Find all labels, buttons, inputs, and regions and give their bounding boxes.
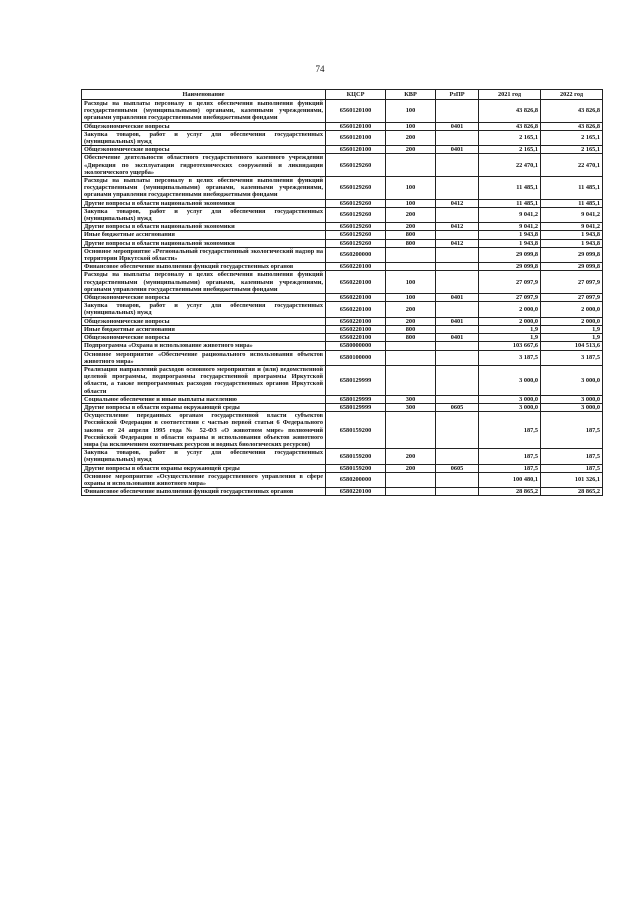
row-kcsr: 6560220100 — [326, 334, 386, 342]
table-row — [82, 130, 603, 145]
row-name: Финансовое обеспечение выполнения функций государственных органов — [82, 488, 326, 496]
row-amount-2021: 27 097,9 — [479, 271, 541, 294]
row-rzpr — [436, 263, 479, 271]
column-header-2022: 2022 год — [541, 90, 603, 100]
row-rzpr — [436, 325, 479, 333]
row-amount-2022: 187,5 — [541, 464, 603, 472]
row-amount-2022: 1 943,8 — [541, 239, 603, 247]
row-name: Общеэкономические вопросы — [82, 317, 326, 325]
row-kvr: 100 — [386, 177, 436, 200]
table-row — [82, 263, 603, 271]
table-row — [82, 412, 603, 449]
row-amount-2022: 104 513,6 — [541, 342, 603, 350]
row-rzpr: 0401 — [436, 317, 479, 325]
row-rzpr — [436, 302, 479, 317]
column-header-name: Наименование — [82, 90, 326, 100]
row-kcsr: 6580129999 — [326, 395, 386, 403]
row-kcsr: 6560220100 — [326, 271, 386, 294]
row-amount-2021: 187,5 — [479, 412, 541, 449]
row-amount-2021: 29 099,8 — [479, 247, 541, 262]
row-kvr: 100 — [386, 294, 436, 302]
table-row — [82, 231, 603, 239]
row-kvr: 200 — [386, 146, 436, 154]
table-row — [82, 247, 603, 262]
row-kvr: 200 — [386, 223, 436, 231]
row-name: Финансовое обеспечение выполнения функций государственных органов — [82, 263, 326, 271]
row-rzpr — [436, 207, 479, 222]
row-amount-2022: 3 000,0 — [541, 395, 603, 403]
row-kvr: 300 — [386, 403, 436, 411]
row-amount-2022: 29 099,8 — [541, 263, 603, 271]
row-amount-2021: 11 485,1 — [479, 177, 541, 200]
table-row — [82, 100, 603, 123]
table-row — [82, 395, 603, 403]
row-kcsr: 6580000000 — [326, 342, 386, 350]
table-row — [82, 325, 603, 333]
row-rzpr: 0605 — [436, 403, 479, 411]
row-amount-2021: 22 470,1 — [479, 154, 541, 177]
row-amount-2021: 2 000,0 — [479, 317, 541, 325]
row-name: Основное мероприятие «Осуществление государственного управления в сфере охраны и использования животного мира» — [82, 472, 326, 487]
row-rzpr: 0401 — [436, 294, 479, 302]
row-kcsr: 6560120100 — [326, 130, 386, 145]
row-kcsr: 6560129260 — [326, 223, 386, 231]
row-kcsr: 6560129260 — [326, 207, 386, 222]
table-row — [82, 271, 603, 294]
row-rzpr: 0401 — [436, 334, 479, 342]
row-name: Закупка товаров, работ и услуг для обеспечения государственных (муниципальных) нужд — [82, 449, 326, 464]
row-name: Основное мероприятие «Региональный государственный экологический надзор на территории Иркутской области» — [82, 247, 326, 262]
row-rzpr — [436, 100, 479, 123]
column-header-kcsr: КЦСР — [326, 90, 386, 100]
row-kcsr: 6560129260 — [326, 231, 386, 239]
row-kvr — [386, 154, 436, 177]
row-kcsr: 6580100000 — [326, 350, 386, 365]
row-kvr: 100 — [386, 199, 436, 207]
row-kvr: 800 — [386, 334, 436, 342]
row-name: Социальное обеспечение и иные выплаты населению — [82, 395, 326, 403]
row-rzpr — [436, 395, 479, 403]
table-row — [82, 317, 603, 325]
row-amount-2021: 1,9 — [479, 334, 541, 342]
row-kvr — [386, 472, 436, 487]
row-kvr: 200 — [386, 130, 436, 145]
row-kvr — [386, 488, 436, 496]
row-amount-2022: 27 097,9 — [541, 294, 603, 302]
row-kcsr: 6560220100 — [326, 317, 386, 325]
row-kvr — [386, 365, 436, 395]
header-row — [82, 90, 603, 100]
row-amount-2022: 3 187,5 — [541, 350, 603, 365]
row-kcsr: 6560120100 — [326, 146, 386, 154]
row-amount-2021: 3 000,0 — [479, 395, 541, 403]
row-amount-2021: 3 187,5 — [479, 350, 541, 365]
row-rzpr — [436, 177, 479, 200]
row-amount-2022: 101 326,1 — [541, 472, 603, 487]
row-kcsr: 6580129999 — [326, 403, 386, 411]
row-name: Расходы на выплаты персоналу в целях обеспечения выполнения функций государственными (муниципальными) органами, казенными учреждениями, органами управления государственными внебюджетными фондами — [82, 100, 326, 123]
table-header — [82, 90, 603, 100]
row-kcsr: 6560129260 — [326, 154, 386, 177]
row-amount-2022: 187,5 — [541, 412, 603, 449]
row-amount-2021: 11 485,1 — [479, 199, 541, 207]
row-amount-2022: 1 943,8 — [541, 231, 603, 239]
row-rzpr — [436, 247, 479, 262]
row-name: Другие вопросы в области национальной экономики — [82, 223, 326, 231]
row-kvr — [386, 342, 436, 350]
row-amount-2021: 28 865,2 — [479, 488, 541, 496]
row-name: Другие вопросы в области охраны окружающей среды — [82, 403, 326, 411]
row-kcsr: 6560220100 — [326, 294, 386, 302]
row-name: Обеспечение деятельности областного государственного казенного учреждения «Дирекция по эксплуатации гидротехнических сооружений и ликвидации экологического ущерба» — [82, 154, 326, 177]
row-rzpr — [436, 412, 479, 449]
row-amount-2021: 2 000,0 — [479, 302, 541, 317]
row-name: Общеэкономические вопросы — [82, 294, 326, 302]
row-name: Иные бюджетные ассигнования — [82, 325, 326, 333]
row-amount-2021: 43 826,8 — [479, 100, 541, 123]
row-name: Другие вопросы в области национальной экономики — [82, 239, 326, 247]
table-row — [82, 207, 603, 222]
row-amount-2021: 43 826,8 — [479, 122, 541, 130]
row-amount-2021: 1 943,8 — [479, 239, 541, 247]
row-rzpr — [436, 350, 479, 365]
row-rzpr: 0401 — [436, 122, 479, 130]
row-rzpr — [436, 472, 479, 487]
row-amount-2022: 1,9 — [541, 325, 603, 333]
row-name: Общеэкономические вопросы — [82, 122, 326, 130]
table-row — [82, 464, 603, 472]
row-amount-2021: 1 943,8 — [479, 231, 541, 239]
row-amount-2021: 9 041,2 — [479, 223, 541, 231]
column-header-2021: 2021 год — [479, 90, 541, 100]
column-header-kvr: КВР — [386, 90, 436, 100]
row-amount-2022: 29 099,8 — [541, 247, 603, 262]
row-name: Общеэкономические вопросы — [82, 334, 326, 342]
row-amount-2021: 1,9 — [479, 325, 541, 333]
table-row — [82, 177, 603, 200]
row-kvr — [386, 412, 436, 449]
row-amount-2022: 1,9 — [541, 334, 603, 342]
column-header-rzpr: РзПР — [436, 90, 479, 100]
table-row — [82, 342, 603, 350]
table-row — [82, 239, 603, 247]
row-kvr: 100 — [386, 100, 436, 123]
row-amount-2022: 3 000,0 — [541, 365, 603, 395]
row-name: Закупка товаров, работ и услуг для обеспечения государственных (муниципальных) нужд — [82, 130, 326, 145]
table-row — [82, 403, 603, 411]
row-kcsr: 6580159200 — [326, 464, 386, 472]
row-name: Иные бюджетные ассигнования — [82, 231, 326, 239]
row-kvr: 100 — [386, 271, 436, 294]
row-rzpr — [436, 231, 479, 239]
row-kvr: 200 — [386, 302, 436, 317]
table-row — [82, 154, 603, 177]
row-name: Реализация направлений расходов основного мероприятия и (или) ведомственной целевой программы, подпрограммы государственной программы Иркутской области, а также непрограммных расходов государственных органов Иркутской области — [82, 365, 326, 395]
row-rzpr: 0412 — [436, 199, 479, 207]
row-rzpr — [436, 154, 479, 177]
row-amount-2022: 9 041,2 — [541, 223, 603, 231]
row-amount-2021: 2 165,1 — [479, 146, 541, 154]
row-amount-2022: 2 165,1 — [541, 146, 603, 154]
row-rzpr — [436, 130, 479, 145]
row-rzpr — [436, 449, 479, 464]
row-name: Общеэкономические вопросы — [82, 146, 326, 154]
row-kvr: 800 — [386, 231, 436, 239]
row-rzpr: 0412 — [436, 239, 479, 247]
row-amount-2022: 187,5 — [541, 449, 603, 464]
row-kcsr: 6560129260 — [326, 239, 386, 247]
row-amount-2022: 3 000,0 — [541, 403, 603, 411]
row-kcsr: 6560220100 — [326, 263, 386, 271]
row-kcsr: 6580200000 — [326, 472, 386, 487]
table-row — [82, 472, 603, 487]
row-amount-2021: 3 000,0 — [479, 365, 541, 395]
table-row — [82, 146, 603, 154]
table-body — [82, 100, 603, 496]
row-kcsr: 6560220100 — [326, 325, 386, 333]
table-row — [82, 334, 603, 342]
table-row — [82, 365, 603, 395]
page-number: 74 — [315, 64, 325, 74]
row-kvr: 200 — [386, 207, 436, 222]
row-amount-2022: 43 826,8 — [541, 100, 603, 123]
row-kcsr: 6580159200 — [326, 449, 386, 464]
row-kvr — [386, 263, 436, 271]
row-kvr: 800 — [386, 325, 436, 333]
row-amount-2021: 187,5 — [479, 449, 541, 464]
row-kvr: 200 — [386, 317, 436, 325]
row-amount-2021: 29 099,8 — [479, 263, 541, 271]
table-row — [82, 449, 603, 464]
row-amount-2022: 2 000,0 — [541, 317, 603, 325]
row-name: Расходы на выплаты персоналу в целях обеспечения выполнения функций государственными (муниципальными) органами, казенными учреждениями, органами управления государственными внебюджетными фондами — [82, 177, 326, 200]
row-amount-2022: 11 485,1 — [541, 177, 603, 200]
row-rzpr — [436, 342, 479, 350]
row-kvr — [386, 350, 436, 365]
row-kvr — [386, 247, 436, 262]
row-kcsr: 6560220100 — [326, 302, 386, 317]
row-name: Основное мероприятие «Обеспечение рационального использования объектов животного мира» — [82, 350, 326, 365]
row-kvr: 200 — [386, 449, 436, 464]
row-name: Другие вопросы в области охраны окружающей среды — [82, 464, 326, 472]
row-amount-2021: 103 667,6 — [479, 342, 541, 350]
row-rzpr: 0401 — [436, 146, 479, 154]
table-row — [82, 302, 603, 317]
row-amount-2022: 27 097,9 — [541, 271, 603, 294]
row-name: Другие вопросы в области национальной экономики — [82, 199, 326, 207]
row-kvr: 800 — [386, 239, 436, 247]
table-row — [82, 199, 603, 207]
row-kcsr: 6560200000 — [326, 247, 386, 262]
row-rzpr: 0412 — [436, 223, 479, 231]
row-amount-2022: 2 000,0 — [541, 302, 603, 317]
row-amount-2022: 9 041,2 — [541, 207, 603, 222]
row-amount-2021: 3 000,0 — [479, 403, 541, 411]
row-rzpr — [436, 488, 479, 496]
row-rzpr: 0605 — [436, 464, 479, 472]
row-name: Расходы на выплаты персоналу в целях обеспечения выполнения функций государственными (муниципальными) органами, казенными учреждениями, органами управления государственными внебюджетными фондами — [82, 271, 326, 294]
row-amount-2022: 22 470,1 — [541, 154, 603, 177]
row-name: Закупка товаров, работ и услуг для обеспечения государственных (муниципальных) нужд — [82, 302, 326, 317]
row-kvr: 100 — [386, 122, 436, 130]
row-amount-2021: 100 480,1 — [479, 472, 541, 487]
row-amount-2021: 187,5 — [479, 464, 541, 472]
row-name: Подпрограмма «Охрана и использование животного мира» — [82, 342, 326, 350]
row-rzpr — [436, 271, 479, 294]
row-amount-2022: 11 485,1 — [541, 199, 603, 207]
row-kcsr: 6560120100 — [326, 122, 386, 130]
row-amount-2021: 27 097,9 — [479, 294, 541, 302]
row-kcsr: 6560129260 — [326, 199, 386, 207]
row-amount-2022: 28 865,2 — [541, 488, 603, 496]
row-kcsr: 6580220100 — [326, 488, 386, 496]
row-amount-2022: 43 826,8 — [541, 122, 603, 130]
row-kcsr: 6580159200 — [326, 412, 386, 449]
budget-table — [81, 89, 603, 496]
row-kcsr: 6560129260 — [326, 177, 386, 200]
row-name: Осуществление переданных органам государственной власти субъектов Российской Федерации в соответствии с частью первой статьи 6 Федерального закона от 24 апреля 1995 года № 52-ФЗ «О животном мире» полномочий Российской Федерации в области охраны и использования объектов животного мира (за исключением охотничьих ресурсов и водных биологических ресурсов) — [82, 412, 326, 449]
row-amount-2022: 2 165,1 — [541, 130, 603, 145]
row-kvr: 300 — [386, 395, 436, 403]
row-kcsr: 6560120100 — [326, 100, 386, 123]
table-row — [82, 223, 603, 231]
row-amount-2021: 2 165,1 — [479, 130, 541, 145]
row-kvr: 200 — [386, 464, 436, 472]
table-row — [82, 122, 603, 130]
row-rzpr — [436, 365, 479, 395]
row-amount-2021: 9 041,2 — [479, 207, 541, 222]
table-row — [82, 350, 603, 365]
row-name: Закупка товаров, работ и услуг для обеспечения государственных (муниципальных) нужд — [82, 207, 326, 222]
table-row — [82, 294, 603, 302]
row-kcsr: 6580129999 — [326, 365, 386, 395]
table-row — [82, 488, 603, 496]
